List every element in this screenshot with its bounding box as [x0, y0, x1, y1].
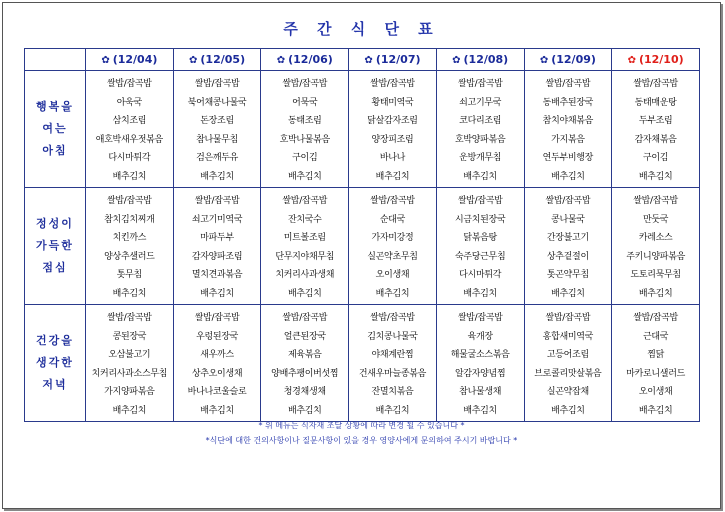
- menu-item: 실곤약잡채: [546, 387, 589, 397]
- breakfast-label: [25, 71, 86, 188]
- menu-item: 참나물무침: [196, 134, 239, 145]
- menu-item: 배추김치: [375, 171, 410, 182]
- menu-item: 쇠고기무국: [459, 97, 502, 108]
- menu-item: 치커리사과소스무침: [91, 368, 168, 379]
- meal-name-line: 행복을: [36, 100, 74, 113]
- menu-item: 우렁된장국: [196, 331, 239, 342]
- notice-contact: *식단에 대한 건의사항이나 질문사항이 있을 경우 영양사에게 문의하여 주시기 바랍니다 *: [205, 436, 518, 445]
- day-header-1204: [86, 49, 174, 71]
- flower-icon: ✿: [101, 55, 110, 66]
- menu-item: 배추김치: [551, 405, 585, 416]
- lunch-cell: [612, 188, 700, 305]
- menu-item: 브로콜리맛살볶음: [534, 368, 602, 379]
- meal-name-line: 정성이: [36, 217, 74, 230]
- menu-item: 쌀밥/잡곡밥: [194, 79, 240, 89]
- day-label: (12/06): [288, 53, 333, 66]
- menu-item: 청경채생채: [283, 387, 326, 397]
- lunch-label: [25, 188, 86, 305]
- dinner-row: [25, 305, 700, 422]
- menu-item: 쌀밥/잡곡밥: [282, 196, 328, 206]
- menu-item: 쌀밥/잡곡밥: [282, 313, 328, 323]
- dinner-cell: [524, 305, 612, 422]
- flower-icon: ✿: [364, 55, 373, 66]
- menu-item: 톳무침: [116, 270, 142, 280]
- menu-item: 해물굴소스볶음: [450, 350, 510, 360]
- flower-icon: ✿: [276, 55, 286, 66]
- menu-item: 연두부비행장: [542, 153, 594, 163]
- menu-item: 얼큰된장국: [283, 331, 326, 342]
- menu-item: 배추김치: [638, 288, 673, 299]
- menu-item: 쌀밥/잡곡밥: [370, 313, 415, 323]
- menu-item: 가지양파볶음: [104, 387, 155, 397]
- menu-item: 참치김치찌개: [104, 214, 155, 225]
- lunch-cell: [436, 188, 524, 305]
- menu-item: 오삼불고기: [108, 350, 151, 360]
- notice-change: * 위 메뉴는 식자재 조달 상황에 따라 변경 될 수 있습니다 *: [258, 421, 465, 430]
- menu-item: 찜닭: [647, 350, 664, 360]
- weekly-menu-table: [24, 48, 700, 422]
- breakfast-cell: [86, 71, 174, 188]
- day-label: (12/05): [200, 53, 246, 66]
- menu-item: 배추김치: [551, 171, 585, 182]
- menu-item: 쌀밥/잡곡밥: [633, 196, 678, 206]
- menu-item: 다시마튀각: [108, 153, 151, 163]
- menu-item: 시금치된장국: [454, 214, 506, 225]
- meal-name-line: 가득한: [36, 239, 74, 252]
- menu-item: 쌀밥/잡곡밥: [370, 79, 415, 89]
- menu-item: 동배추된장국: [542, 97, 594, 108]
- menu-item: 주키니양파볶음: [626, 251, 685, 262]
- day-header-1207: [349, 49, 437, 71]
- menu-item: 검은깨두유: [196, 153, 239, 163]
- menu-item: 양배추팽이버섯찜: [271, 368, 339, 379]
- menu-item: 바나나: [379, 153, 406, 163]
- menu-item: 가자미강정: [371, 233, 414, 243]
- menu-item: 쌀밥/잡곡밥: [545, 196, 591, 206]
- menu-item: 단무지야채무침: [275, 251, 335, 262]
- lunch-row: [25, 188, 700, 305]
- menu-item: 배추김치: [551, 288, 585, 299]
- flower-icon: ✿: [539, 55, 549, 66]
- dinner-label: [25, 305, 86, 422]
- breakfast-cell: [173, 71, 261, 188]
- menu-item: 배추김치: [463, 171, 497, 182]
- breakfast-cell: [436, 71, 524, 188]
- menu-item: 바나나코울슬로: [187, 387, 247, 397]
- menu-item: 배추김치: [638, 405, 673, 416]
- menu-item: 쌀밥/잡곡밥: [282, 79, 328, 89]
- menu-item: 아욱국: [116, 97, 142, 108]
- lunch-cell: [173, 188, 261, 305]
- menu-item: 근대국: [643, 331, 669, 342]
- menu-item: 코다리조림: [459, 116, 502, 126]
- menu-item: 쌀밥/잡곡밥: [107, 79, 152, 89]
- menu-item: 배추김치: [200, 405, 234, 416]
- menu-item: 실곤약초무침: [367, 251, 418, 262]
- menu-item: 가지볶음: [551, 134, 585, 145]
- flower-icon: ✿: [189, 55, 198, 66]
- menu-item: 호박나물볶음: [279, 134, 330, 145]
- menu-item: 쌀밥/잡곡밥: [194, 313, 240, 323]
- menu-item: 호박양파볶음: [454, 134, 506, 145]
- menu-item: 잔치국수: [287, 214, 322, 225]
- menu-item: 쌀밥/잡곡밥: [633, 79, 678, 89]
- menu-item: 배추김치: [112, 288, 147, 299]
- menu-item: 숙주당근무침: [454, 251, 506, 262]
- day-header-1205: [173, 49, 261, 71]
- breakfast-cell: [612, 71, 700, 188]
- menu-item: 야채계란찜: [371, 350, 414, 360]
- menu-item: 쌀밥/잡곡밥: [457, 79, 503, 89]
- meal-name-line: 아침: [42, 144, 68, 157]
- day-header-1208: [436, 49, 524, 71]
- day-header-1210: [612, 49, 700, 71]
- menu-item: 배추김치: [112, 405, 147, 416]
- dinner-cell: [349, 305, 437, 422]
- menu-item: 참치야채볶음: [542, 116, 594, 126]
- lunch-cell: [86, 188, 174, 305]
- menu-item: 배추김치: [200, 171, 234, 182]
- menu-item: 배추김치: [287, 405, 322, 416]
- header-row: [25, 49, 700, 71]
- day-label: (12/04): [112, 53, 158, 66]
- day-label: (12/07): [375, 53, 421, 66]
- menu-item: 배추김치: [200, 288, 234, 299]
- menu-item: 배추김치: [375, 288, 410, 299]
- menu-item: 쌀밥/잡곡밥: [107, 196, 152, 206]
- menu-item: 미트볼조림: [283, 233, 326, 243]
- flower-icon: ✿: [627, 55, 636, 66]
- menu-item: 구이김: [292, 153, 318, 163]
- menu-item: 쌀밥/잡곡밥: [194, 196, 240, 206]
- menu-item: 배추김치: [463, 288, 497, 299]
- menu-item: 상추오이생채: [191, 368, 243, 379]
- menu-item: 배추김치: [287, 288, 322, 299]
- day-header-1209: [524, 49, 612, 71]
- dinner-cell: [261, 305, 349, 422]
- menu-item: 마파두부: [200, 233, 234, 243]
- menu-item: 오이생채: [375, 270, 410, 280]
- meal-name-line: 생각한: [36, 356, 74, 369]
- menu-sheet: [2, 2, 721, 509]
- menu-item: 애호박새우젓볶음: [95, 134, 163, 145]
- menu-item: 동태조림: [287, 116, 322, 126]
- menu-item: 동태매운탕: [634, 97, 677, 108]
- menu-item: 배추김치: [463, 405, 497, 416]
- menu-item: 고등어조림: [546, 350, 589, 360]
- menu-item: 콩된장국: [112, 331, 147, 342]
- menu-item: 쇠고기미역국: [191, 214, 243, 225]
- day-label: (12/08): [463, 53, 509, 66]
- flower-icon: ✿: [452, 55, 461, 66]
- lunch-cell: [349, 188, 437, 305]
- menu-item: 쌀밥/잡곡밥: [457, 196, 503, 206]
- menu-item: 쌀밥/잡곡밥: [457, 313, 503, 323]
- menu-item: 다시마튀각: [459, 270, 502, 280]
- menu-item: 배추김치: [287, 171, 322, 182]
- menu-item: 새우까스: [200, 350, 234, 360]
- menu-item: 도토리묵무침: [630, 270, 681, 280]
- menu-item: 멸치견과볶음: [191, 270, 243, 280]
- menu-item: 북어채콩나물국: [187, 97, 247, 108]
- day-label: (12/10): [638, 53, 684, 66]
- meal-name-line: 여는: [42, 122, 68, 135]
- dinner-cell: [173, 305, 261, 422]
- menu-item: 닭살감자조림: [367, 116, 418, 126]
- breakfast-cell: [349, 71, 437, 188]
- dinner-cell: [612, 305, 700, 422]
- menu-item: 육개장: [467, 331, 493, 342]
- meal-name-line: 저녁: [42, 378, 68, 391]
- menu-item: 양장피조림: [371, 134, 414, 145]
- day-label: (12/09): [551, 53, 596, 66]
- breakfast-row: [25, 71, 700, 188]
- meal-name-line: 건강을: [36, 334, 74, 347]
- menu-item: 쌀밥/잡곡밥: [107, 313, 152, 323]
- menu-item: 간장불고기: [546, 233, 589, 243]
- menu-item: 오이생채: [638, 387, 673, 397]
- menu-item: 삼치조림: [112, 116, 147, 126]
- menu-item: 쌀밥/잡곡밥: [545, 313, 591, 323]
- menu-item: 황태미역국: [371, 97, 414, 108]
- dinner-cell: [86, 305, 174, 422]
- menu-item: 잔멸치볶음: [371, 387, 414, 397]
- menu-item: 돈장조림: [200, 116, 234, 126]
- menu-item: 쌀밥/잡곡밥: [370, 196, 415, 206]
- day-header-1206: [261, 49, 349, 71]
- dinner-cell: [436, 305, 524, 422]
- menu-item: 양상추샐러드: [104, 251, 155, 262]
- menu-item: 두부조림: [638, 116, 673, 126]
- menu-item: 홍합새미역국: [542, 331, 594, 342]
- menu-item: 구이김: [643, 153, 669, 163]
- menu-item: 치킨까스: [112, 233, 147, 243]
- menu-item: 감자양파조림: [191, 251, 243, 262]
- menu-item: 제육볶음: [287, 350, 322, 360]
- menu-item: 카레소스: [638, 233, 673, 243]
- menu-item: 건새우마늘종볶음: [358, 368, 427, 379]
- menu-item: 알감자양념찜: [454, 368, 506, 379]
- menu-item: 만둣국: [643, 214, 669, 225]
- menu-item: 순대국: [379, 214, 406, 225]
- menu-item: 어묵국: [292, 97, 318, 108]
- meal-name-line: 점심: [42, 261, 68, 274]
- menu-item: 콩나물국: [551, 214, 585, 225]
- lunch-cell: [261, 188, 349, 305]
- menu-item: 배추김치: [112, 171, 147, 182]
- menu-item: 배추김치: [375, 405, 410, 416]
- menu-item: 쌀밥/잡곡밥: [545, 79, 591, 89]
- corner-cell: [25, 49, 86, 71]
- menu-item: 쌀밥/잡곡밥: [633, 313, 678, 323]
- menu-item: 김치콩나물국: [367, 331, 418, 342]
- breakfast-cell: [261, 71, 349, 188]
- menu-item: 운방개무침: [459, 153, 502, 163]
- menu-item: 배추김치: [638, 171, 673, 182]
- menu-item: 치커리사과생채: [275, 270, 335, 280]
- menu-item: 감자채볶음: [634, 134, 677, 145]
- menu-item: 마카로니샐러드: [626, 368, 685, 379]
- breakfast-cell: [524, 71, 612, 188]
- page-title: 주 간 식 단 표: [283, 20, 440, 38]
- menu-item: 참나물생채: [459, 387, 502, 397]
- menu-item: 닭볶음탕: [463, 233, 497, 243]
- menu-item: 톳곤약무침: [546, 270, 589, 280]
- menu-item: 상추겉절이: [546, 251, 589, 262]
- lunch-cell: [524, 188, 612, 305]
